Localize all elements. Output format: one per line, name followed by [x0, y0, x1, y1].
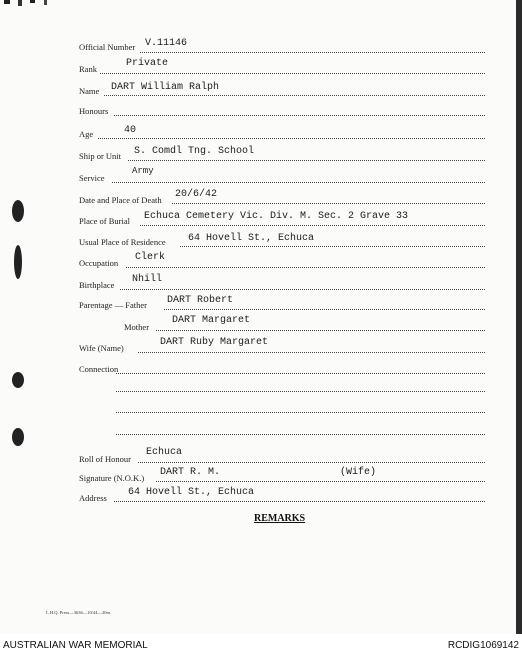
signature-relation: (Wife)	[340, 467, 377, 478]
honours-label: Honours	[79, 106, 109, 116]
birthplace-value: Nhill	[132, 274, 163, 285]
connection-line	[116, 434, 485, 435]
remarks-heading: REMARKS	[254, 513, 306, 524]
rank-line	[100, 73, 485, 74]
rank-label: Rank	[79, 64, 97, 74]
birthplace-line	[120, 289, 485, 290]
wife-value: DART Ruby Margaret	[160, 337, 269, 348]
signature-label: Signature (N.O.K.)	[79, 473, 145, 483]
official-number-label: Official Number	[79, 42, 136, 52]
connection-line	[116, 391, 485, 392]
address-label: Address	[79, 493, 107, 503]
rank-value: Private	[126, 58, 169, 69]
punch-hole	[12, 200, 24, 222]
ship-or-unit-label: Ship or Unit	[79, 151, 122, 161]
signature-line	[156, 481, 485, 482]
ship-or-unit-value: S. Comdl Tng. School	[134, 146, 255, 157]
father-line	[164, 309, 485, 310]
ship-or-unit-line	[128, 160, 485, 161]
wife-label: Wife (Name)	[79, 343, 124, 353]
death-value: 20/6/42	[175, 189, 218, 200]
connection-line	[116, 373, 485, 374]
connection-line	[116, 412, 485, 413]
official-number-line	[140, 52, 485, 53]
punch-hole	[12, 372, 24, 388]
roll-of-honour-line	[138, 462, 485, 463]
occupation-value: Clerk	[135, 252, 166, 263]
footer-record-id: RCDIG1069142	[447, 640, 519, 651]
name-value: DART William Ralph	[111, 82, 220, 93]
mother-value: DART Margaret	[172, 315, 251, 326]
address-line	[114, 501, 485, 502]
service-label: Service	[79, 173, 105, 183]
wife-line	[138, 352, 485, 353]
punch-hole	[14, 245, 22, 279]
age-line	[98, 138, 485, 139]
punch-hole	[12, 428, 24, 446]
burial-value: Echuca Cemetery Vic. Div. M. Sec. 2 Grave 33	[144, 211, 409, 222]
death-label: Date and Place of Death	[79, 195, 162, 205]
occupation-label: Occupation	[79, 258, 119, 268]
father-label: Parentage — Father	[79, 300, 147, 310]
footer-source: AUSTRALIAN WAR MEMORIAL	[3, 640, 148, 651]
mother-label: Mother	[124, 322, 150, 332]
name-label: Name	[79, 86, 100, 96]
occupation-line	[126, 267, 485, 268]
death-line	[172, 203, 485, 204]
address-value: 64 Hovell St., Echuca	[128, 487, 255, 498]
connection-label: Connection	[79, 364, 119, 374]
service-line	[112, 182, 485, 183]
residence-line	[180, 246, 485, 247]
roll-of-honour-value: Echuca	[146, 447, 183, 458]
father-value: DART Robert	[167, 295, 234, 306]
official-number-value: V.11146	[145, 38, 188, 49]
name-line	[104, 95, 485, 96]
signature-value: DART R. M.	[160, 467, 221, 478]
burial-label: Place of Burial	[79, 216, 130, 226]
burial-line	[140, 225, 485, 226]
roll-of-honour-label: Roll of Honour	[79, 454, 131, 464]
honours-line	[114, 115, 485, 116]
mother-line	[156, 330, 485, 331]
service-value: Army	[132, 166, 154, 176]
printer-imprint: L.H.Q. Press—3636—10/44—20m.	[46, 610, 112, 615]
birthplace-label: Birthplace	[79, 280, 115, 290]
age-label: Age	[79, 129, 94, 139]
residence-value: 64 Hovell St., Echuca	[188, 233, 315, 244]
residence-label: Usual Place of Residence	[79, 237, 166, 247]
scan-edge	[516, 0, 522, 634]
scan-mark-top	[0, 0, 60, 8]
age-value: 40	[124, 125, 137, 136]
